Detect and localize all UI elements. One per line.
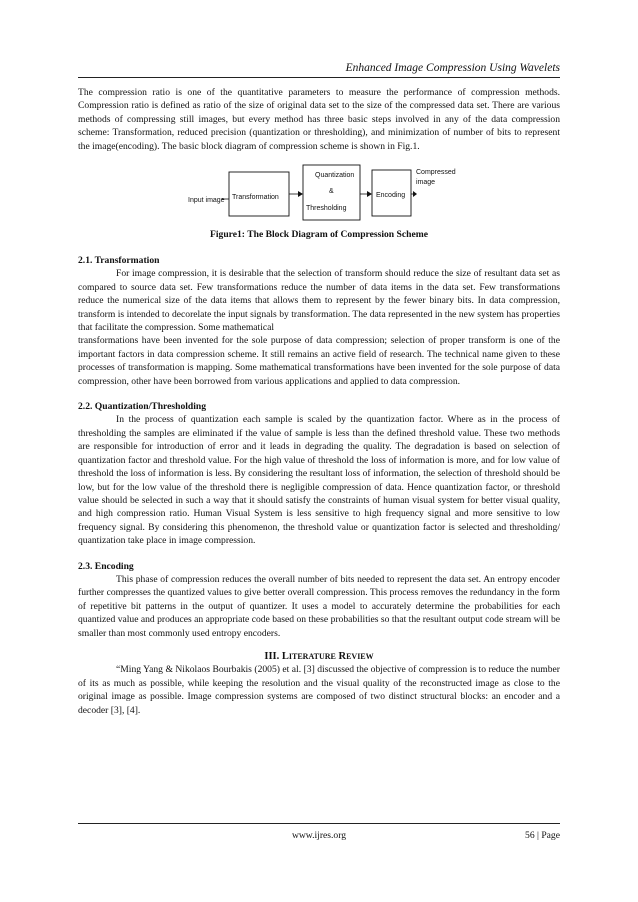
output-label-line2: image — [416, 179, 436, 186]
figure-caption: Figure1: The Block Diagram of Compression Scheme — [210, 229, 428, 240]
footer-rule — [78, 823, 560, 824]
block-diagram — [188, 162, 468, 224]
encoding-label: Encoding — [376, 192, 406, 199]
section-2-2-paragraph: In the process of quantization each sample is scaled by the quantization factor. Where as in the process of thresholding the samples are eliminated if the value of sample is less than the defined threshold value. These two methods are responsible for introduction of error and it leads in degrading the quality. The degradation is based on selection of quantization factor and threshold value. For the high value of threshold the loss of information is more, and for low value of threshold the loss of information is less. By considering the resultant loss of information, the selection of threshold should be low, but for the low value of the threshold there is negligible compression of data. Hence quantization factor, or threshold value should be selected in such a way that it should satisfy the constraints of human visual system for better visual quality, and high compression ratio. Human Visual System is less sensitive to high frequency signal and more sensitive to low frequency signal. By considering this phenomenon, the threshold value or quantization factor is selected and thresholding/ quantization take place in image compression. — [78, 414, 560, 547]
body-sections — [78, 254, 560, 717]
arrow-1-head — [298, 191, 303, 197]
output-label-line1: Compressed — [416, 169, 456, 176]
running-title: Enhanced Image Compression Using Wavelets — [345, 62, 560, 74]
header-rule — [78, 77, 560, 78]
section-3-paragraph: “Ming Yang & Nikolaos Bourbakis (2005) et al. [3] discussed the objective of compression is to reduce the number of its as much as possible, while keeping the resolution and the visual quality of the reconstructed image as close to the original image as possible. Image compression systems are composed of two distinct structural blocks: an encoder and a decoder [3], [4]. — [78, 664, 560, 716]
footer-page-number: 56 | Page — [525, 830, 560, 841]
transformation-label: Transformation — [232, 194, 279, 201]
footer-url: www.ijres.org — [291, 830, 347, 841]
ampersand-label: & — [329, 188, 334, 195]
arrow-3-head — [413, 191, 417, 197]
section-3-heading-mid: R — [335, 650, 347, 662]
diagram-input-label: Input image — [188, 197, 225, 204]
section-2-2-heading: 2.2. Quantization/Thresholding — [78, 401, 207, 413]
arrow-2-head — [367, 191, 372, 197]
section-2-3-paragraph: This phase of compression reduces the overall number of bits needed to represent the data set. An entropy encoder further compresses the quantized values to give better overall compression. This process removes the redundancy in the form of repetitive bit patterns in the output of quantizer. It uses a model to accurately determine the probabilities for each quantized value and produces an appropriate code based on these probabilities so that the resultant output code stream will be smaller than most commonly used entropy encoders. — [78, 573, 560, 639]
quantization-label: Quantization — [315, 172, 355, 179]
thresholding-label: Thresholding — [306, 205, 347, 212]
intro-paragraph: The compression ratio is one of the quantitative parameters to measure the performance of compression methods. Compression ratio is defined as ratio of the size of original data set to the size of the compressed data set. There are various methods of compressing still images, but every method has three basic steps involved in any of the data compression scheme: Transformation, reduced precision (quantization or thresholding), and minimization of number of bits to represent the image(encoding). The basic block diagram of compression scheme is shown in Fig.1. — [78, 87, 560, 152]
section-2-1-paragraph-1: For image compression, it is desirable that the selection of transform should reduce the size of resultant data set as compared to source data set. Few transformations reduce the number of data items in the data set. Few transformations reduce the numerical size of the data items that allows them to represent by the fewer binary bits. In data compression, transform is intended to decorelate the input signals by transformation. The data represented in the new system has properties that facilitate the compression. Some mathematical — [78, 268, 560, 334]
section-2-1-heading: 2.1. Transformation — [78, 255, 160, 266]
section-3-heading — [78, 650, 560, 663]
section-2-1-paragraph-2: transformations have been invented for the sole purpose of data compression; selection of proper transform is one of the important factors in data compression scheme. It still remains an active field of research. The technical name given to these processes of transformation is mapping. Some mathematical transformations have been invented for the sole purpose of data compression, other have been borrowed from various applications and applied to data compression. — [78, 335, 560, 387]
intro-block — [78, 86, 560, 153]
section-2-3-heading: 2.3. Encoding — [78, 560, 134, 572]
section-3-heading-small-1: ITERATURE — [288, 651, 336, 661]
section-3-heading-small-2: EVIEW — [346, 651, 374, 661]
section-3-heading-prefix: III. L — [264, 650, 289, 662]
